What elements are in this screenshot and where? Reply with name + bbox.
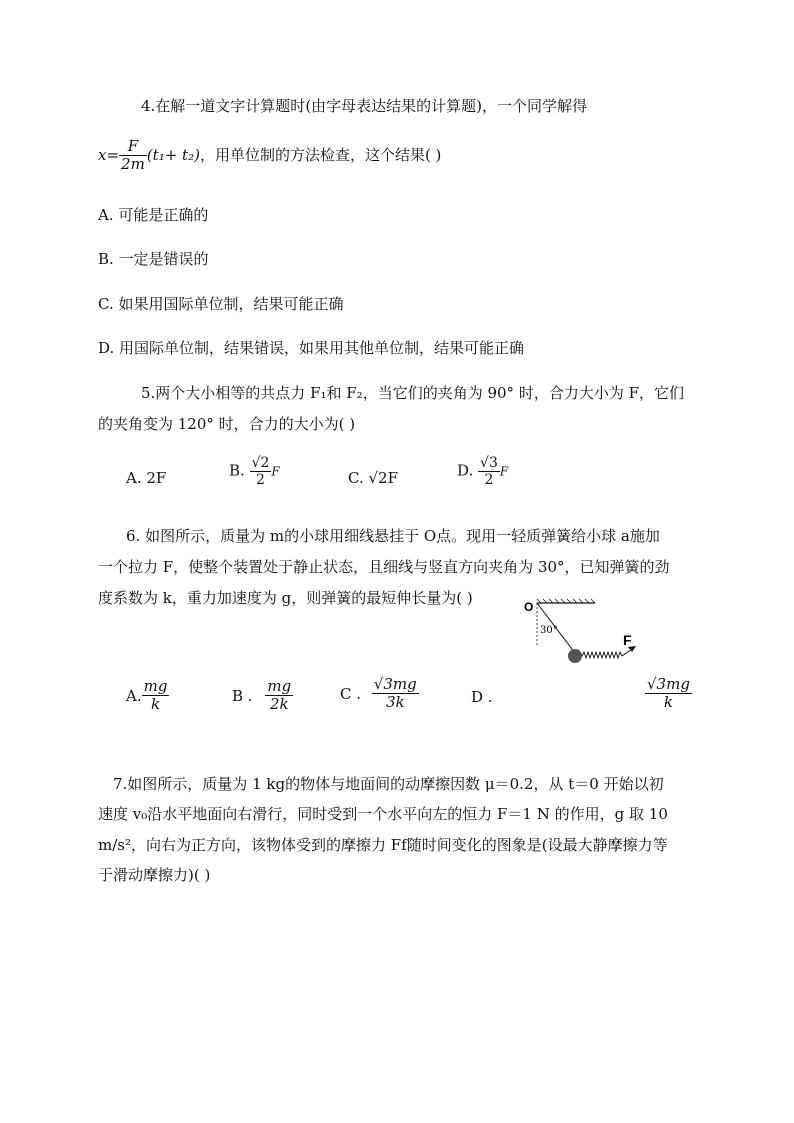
q6-figure — [515, 595, 665, 670]
q6-stem-line1: 6. 如图所示，质量为 m的小球用细线悬挂于 O点。现用一轻质弹簧给小球 a施加 — [126, 527, 660, 545]
q6-option-c — [340, 676, 419, 712]
q5-option-b-numerator: √2 — [251, 455, 270, 471]
q5-option-c: C. √2F — [348, 469, 398, 487]
q6-option-c-label: C . — [340, 684, 362, 703]
q6-option-b-denominator: 2k — [269, 695, 289, 714]
q5-option-a: A. 2F — [126, 469, 167, 487]
q6-option-a-denominator: k — [150, 695, 161, 714]
q6-option-d-numerator: √3mg — [647, 675, 690, 693]
point-o-label: O — [524, 600, 534, 614]
q6-option-a-label: A. — [126, 686, 142, 705]
q5-option-d-denominator: 2 — [484, 472, 494, 489]
q5-option-b-label: B. — [229, 461, 245, 480]
q6-option-b-numerator: mg — [267, 677, 292, 695]
q4-stem-line1: 4.在解一道文字计算题时(由字母表达结果的计算题)，一个同学解得 — [141, 97, 588, 115]
q5-option-b-fraction — [250, 455, 272, 488]
q6-option-c-numerator: √3mg — [373, 675, 417, 693]
q7-stem-line3: m/s²，向右为正方向，该物体受到的摩擦力 Ff随时间变化的图象是(设最大静摩擦力等 — [98, 836, 668, 854]
q6-option-d-denominator: k — [663, 693, 674, 712]
q4-formula-denominator: 2m — [121, 155, 145, 174]
ceiling — [537, 599, 595, 603]
q6-stem-line2: 一个拉力 F，使整个装置处于静止状态，且细线与竖直方向夹角为 30°，已知弹簧的劲 — [98, 558, 670, 576]
q5-option-d-label: D. — [457, 461, 474, 480]
q4-formula-paren: (t₁+ t₂) — [146, 145, 200, 164]
q5-stem-line1: 5.两个大小相等的共点力 F₁和 F₂，当它们的夹角为 90° 时，合力大小为 F，它们 — [141, 384, 684, 402]
q4-stem-line2-tail: ，用单位制的方法检查，这个结果( ) — [199, 145, 442, 164]
q6-option-b — [232, 678, 293, 714]
q6-option-c-fraction — [372, 676, 419, 712]
q6-option-d — [645, 676, 692, 712]
force-label: F — [623, 632, 632, 648]
q6-stem-line3: 度系数为 k，重力加速度为 g，则弹簧的最短伸长量为( ) — [98, 589, 473, 607]
q5-option-d-fraction — [478, 455, 500, 488]
q4-formula-line — [98, 138, 441, 174]
q5-option-b — [229, 455, 280, 488]
q6-option-b-fraction — [265, 678, 293, 714]
q4-option-a: A. 可能是正确的 — [98, 206, 209, 224]
q4-formula-fraction — [119, 138, 147, 174]
q5-option-d-tail: F — [499, 464, 509, 479]
q7-stem-line2: 速度 v₀沿水平地面向右滑行，同时受到一个水平向左的恒力 F＝1 N 的作用，g 取 10 — [98, 805, 668, 823]
q4-formula-numerator: F — [119, 138, 147, 156]
q6-option-b-label: B . — [232, 686, 253, 705]
q4-formula-lhs: x= — [98, 145, 120, 164]
ball — [568, 649, 582, 663]
q6-option-d-label: D . — [471, 688, 493, 706]
q4-option-c: C. 如果用国际单位制，结果可能正确 — [98, 295, 344, 313]
q5-stem-line2: 的夹角变为 120° 时，合力的大小为( ) — [98, 415, 356, 433]
q4-option-d: D. 用国际单位制，结果错误，如果用其他单位制，结果可能正确 — [98, 339, 525, 357]
q4-option-b: B. 一定是错误的 — [98, 250, 209, 268]
q6-option-a — [126, 678, 169, 714]
spring — [582, 652, 622, 658]
q5-option-d — [457, 455, 508, 488]
angle-label: 30° — [540, 625, 558, 636]
q6-option-a-numerator: mg — [143, 677, 168, 695]
q7-stem-line4: 于滑动摩擦力)( ) — [98, 866, 211, 884]
q5-option-b-denominator: 2 — [256, 472, 265, 489]
q5-option-b-tail: F — [271, 464, 280, 479]
q6-option-c-denominator: 3k — [385, 693, 405, 712]
q5-option-d-numerator: √3 — [480, 455, 498, 471]
q6-option-a-fraction — [142, 678, 170, 714]
q6-option-d-fraction — [645, 676, 692, 712]
q7-stem-line1: 7.如图所示，质量为 1 kg的物体与地面间的动摩擦因数 μ＝0.2，从 t＝0 开始以初 — [113, 775, 664, 793]
